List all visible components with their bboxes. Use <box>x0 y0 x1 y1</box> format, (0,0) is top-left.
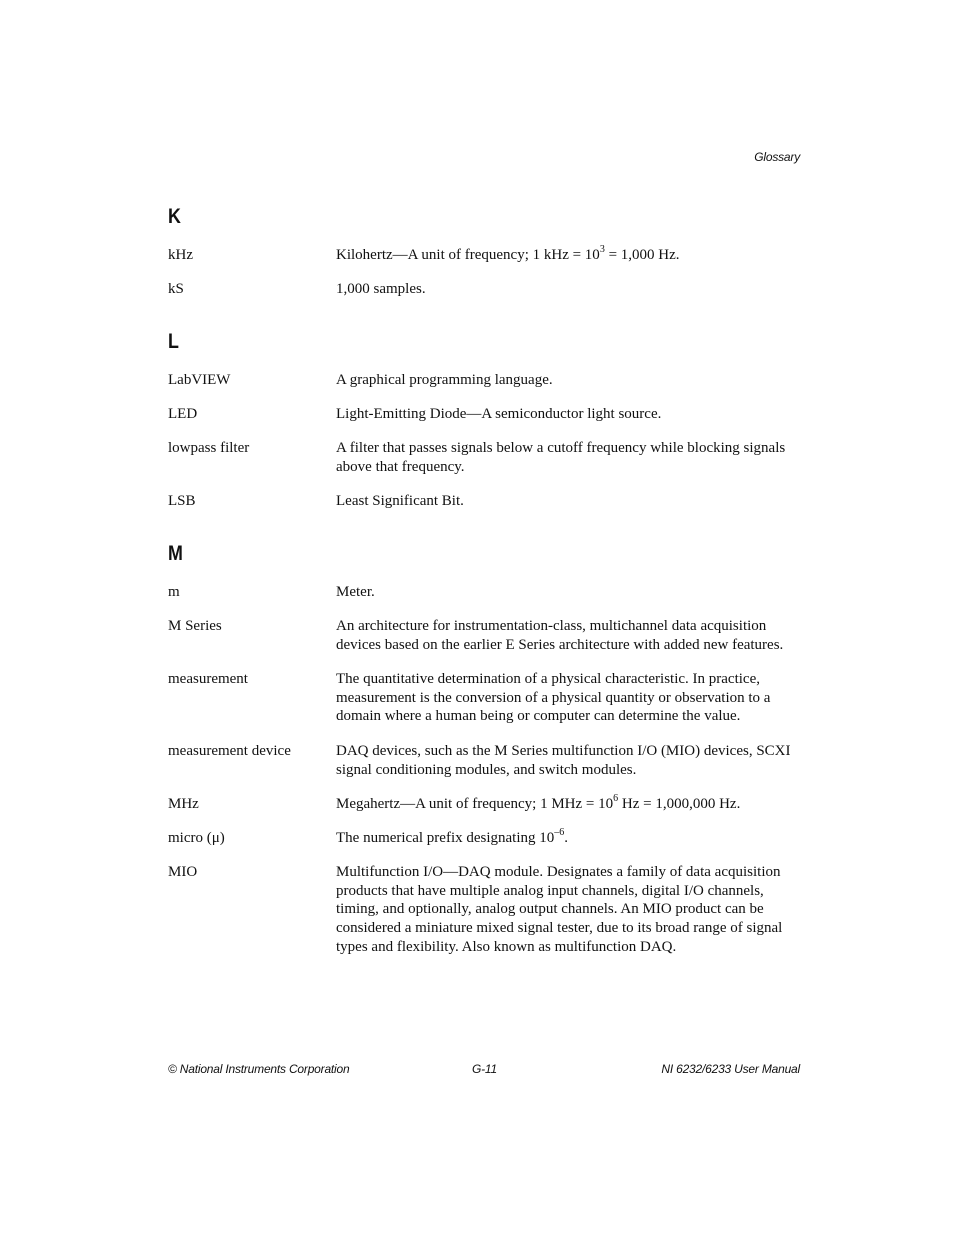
glossary-definition: Multifunction I/O—DAQ module. Designates a family of data acquisition products that have multiple analog input channels, digital I/O channels, timing, and optionally, analog output channels. An MIO product can be considered a miniature mixed signal tester, due to its broad range of signal types and flexibility. Also known as multifunction DAQ. <box>336 864 783 955</box>
footer-manual-title: NI 6232/6233 User Manual <box>661 1062 800 1076</box>
glossary-term: kHz <box>168 247 193 263</box>
glossary-definition: Megahertz—A unit of frequency; 1 MHz = $10^6$ Hz = 1,000,000 Hz. <box>336 793 741 812</box>
glossary-term: micro (μ) <box>168 830 225 846</box>
section-letter-m: M <box>168 542 183 565</box>
glossary-definition: A graphical programming language. <box>336 372 553 388</box>
glossary-definition: Meter. <box>336 584 375 600</box>
running-header-title: Glossary <box>754 150 800 164</box>
glossary-term: MHz <box>168 796 199 812</box>
glossary-definition: The quantitative determination of a physical characteristic. In practice, measurement is the conversion of a physical quantity or observation to a domain where a human being or computer can determine the value. <box>336 671 771 725</box>
glossary-definition: Light-Emitting Diode—A semiconductor light source. <box>336 406 662 422</box>
glossary-term: measurement <box>168 671 248 687</box>
glossary-term: m <box>168 584 180 600</box>
glossary-term: MIO <box>168 864 198 880</box>
glossary-definition: An architecture for instrumentation-class, multichannel data acquisition devices based on the earlier E Series architecture with added new features. <box>336 618 784 653</box>
glossary-definition: DAQ devices, such as the M Series multifunction I/O (MIO) devices, SCXI signal conditioning modules, and switch modules. <box>336 743 791 778</box>
glossary-term: measurement device <box>168 743 291 759</box>
glossary-term: lowpass filter <box>168 440 250 456</box>
glossary-term: LabVIEW <box>168 372 231 388</box>
glossary-definition: The numerical prefix designating $10^{-6}$. <box>336 827 569 846</box>
glossary-term: LSB <box>168 493 196 509</box>
glossary-term: M Series <box>168 618 222 634</box>
footer-copyright: © National Instruments Corporation <box>168 1062 350 1076</box>
glossary-definition: Kilohertz—A unit of frequency; 1 kHz = $10^3 = 1,000$ Hz. <box>336 244 680 263</box>
section-letter-l: L <box>168 330 179 353</box>
glossary-term: LED <box>168 406 198 422</box>
glossary-definition: A filter that passes signals below a cutoff frequency while blocking signals above that frequency. <box>336 440 786 475</box>
footer-page-number: G-11 <box>472 1062 497 1076</box>
glossary-term: kS <box>168 281 184 297</box>
glossary-definition: 1,000 samples. <box>336 281 426 297</box>
glossary-definition: Least Significant Bit. <box>336 493 464 509</box>
section-letter-k: K <box>168 205 181 228</box>
